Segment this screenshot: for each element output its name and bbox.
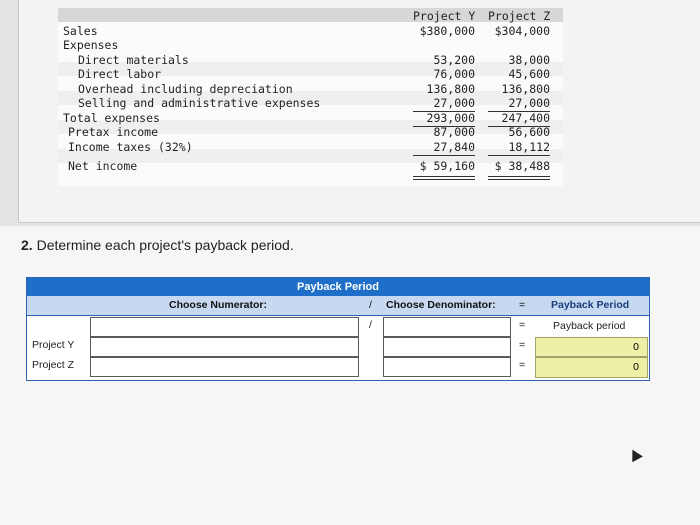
row-label-direct-labor: Direct labor: [78, 67, 162, 81]
value-y-total-expenses: 293,000: [426, 111, 475, 125]
value-z-direct-labor: 45,600: [508, 67, 550, 81]
equals: =: [519, 319, 526, 331]
double-underline: [413, 179, 475, 180]
denominator-input-project-z[interactable]: [383, 357, 511, 377]
col-header-project-z: Project Z: [488, 9, 551, 23]
underline: [413, 155, 475, 156]
result-project-z: 0: [535, 357, 648, 378]
result-project-y: 0: [535, 337, 648, 357]
value-z-sales: $304,000: [494, 24, 550, 38]
row-label-direct-materials: Direct materials: [78, 53, 189, 67]
double-underline: [413, 176, 475, 177]
question-number: 2.: [21, 237, 33, 253]
denominator-input-project-y[interactable]: [383, 337, 511, 357]
value-z-overhead: 136,800: [501, 82, 550, 96]
value-y-overhead: 136,800: [426, 82, 475, 96]
row-label-project-y: Project Y: [32, 339, 75, 351]
numerator-input-project-z[interactable]: [90, 357, 359, 377]
denominator-select-header[interactable]: [383, 317, 511, 337]
numerator-input-project-y[interactable]: [90, 337, 359, 357]
double-underline: [488, 179, 550, 180]
row-label-project-z: Project Z: [32, 359, 75, 371]
value-y-income-taxes: 27,840: [433, 140, 475, 154]
underline: [488, 155, 550, 156]
question-text: [21, 237, 294, 253]
result-subheader: Payback period: [553, 320, 626, 332]
question-prompt: Determine each project's payback period.: [36, 237, 294, 253]
value-z-pretax-income: 56,600: [508, 125, 550, 139]
income-statement: [58, 8, 563, 186]
col-header-project-y: Project Y: [413, 9, 476, 23]
slash-header: /: [369, 299, 372, 311]
payback-table: [26, 277, 650, 381]
value-z-selling-admin: 27,000: [508, 96, 550, 110]
equals-header: =: [519, 299, 526, 311]
row-label-pretax-income: Pretax income: [68, 125, 159, 139]
value-y-selling-admin: 27,000: [433, 96, 475, 110]
row-label-overhead: Overhead including depreciation: [78, 82, 293, 96]
value-z-income-taxes: 18,112: [508, 140, 550, 154]
payback-header-row: [27, 296, 649, 316]
equals: =: [519, 359, 526, 371]
row-label-expenses: Expenses: [63, 38, 119, 52]
denominator-header: Choose Denominator:: [386, 299, 496, 311]
value-y-direct-materials: 53,200: [433, 53, 475, 67]
value-z-total-expenses: 247,400: [501, 111, 550, 125]
row-label-income-taxes: Income taxes (32%): [68, 140, 193, 154]
double-underline: [488, 176, 550, 177]
value-y-sales: $380,000: [419, 24, 475, 38]
slash: /: [369, 319, 372, 331]
numerator-select-header[interactable]: [90, 317, 359, 337]
row-label-total-expenses: Total expenses: [63, 111, 160, 125]
equals: =: [519, 339, 526, 351]
result-header: Payback Period: [551, 299, 630, 311]
value-z-direct-materials: 38,000: [508, 53, 550, 67]
value-y-direct-labor: 76,000: [433, 67, 475, 81]
value-y-pretax-income: 87,000: [433, 125, 475, 139]
numerator-header: Choose Numerator:: [169, 299, 268, 311]
row-label-selling-admin: Selling and administrative expenses: [78, 96, 321, 110]
row-label-sales: Sales: [63, 24, 98, 38]
value-z-net-income: $ 38,488: [494, 159, 550, 173]
row-label-net-income: Net income: [68, 159, 138, 173]
value-y-net-income: $ 59,160: [419, 159, 475, 173]
payback-table-title: Payback Period: [27, 278, 649, 296]
